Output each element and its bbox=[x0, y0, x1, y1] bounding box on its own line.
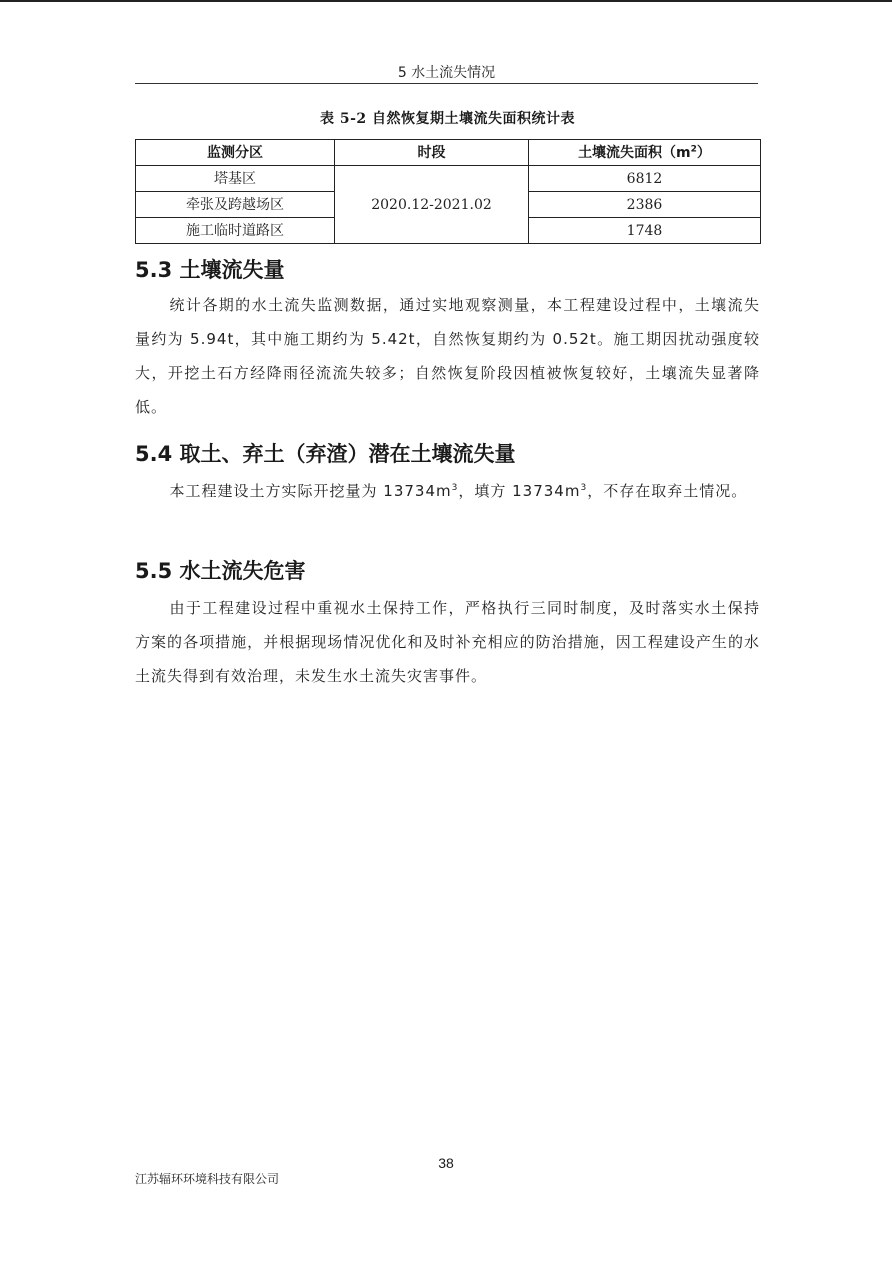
section-heading-5-4: 5.4 取土、弃土（弃渣）潜在土壤流失量 bbox=[135, 442, 516, 466]
area-cell: 1748 bbox=[529, 218, 761, 244]
area-cell: 2386 bbox=[529, 192, 761, 218]
top-border bbox=[0, 0, 892, 2]
table-row bbox=[136, 166, 761, 192]
section-heading-5-3: 5.3 土壤流失量 bbox=[135, 258, 285, 282]
period-cell: 2020.12-2021.02 bbox=[335, 166, 529, 244]
table-header-row bbox=[136, 140, 761, 166]
paragraph-hazard: 由于工程建设过程中重视水土保持工作，严格执行三同时制度，及时落实水土保持方案的各项措施，并根据现场情况优化和及时补充相应的防治措施，因工程建设产生的水土流失得到有效治理，未发生水土流失灾害事件。 bbox=[135, 599, 760, 685]
col-header-zone: 监测分区 bbox=[136, 140, 335, 166]
col-header-area: 土壤流失面积$(m^2)$ bbox=[529, 140, 761, 166]
section-heading-5-5: 5.5 水土流失危害 bbox=[135, 559, 306, 583]
area-cell: 6812 bbox=[529, 166, 761, 192]
zone-cell: 塔基区 bbox=[136, 166, 335, 192]
page-number: 38 bbox=[438, 1155, 454, 1171]
paragraph-soil-loss: 统计各期的水土流失监测数据，通过实地观察测量，本工程建设过程中，土壤流失量约为 5.94t，其中施工期约为 5.42t，自然恢复期约为 0.52t。施工期因扰动强度较大，开挖土石方经降雨径流流失较多；自然恢复阶段因植被恢复较好，土壤流失显著降低。 bbox=[135, 296, 760, 416]
company-name: 江苏辐环环境科技有限公司 bbox=[135, 1172, 280, 1186]
zone-cell: 施工临时道路区 bbox=[136, 218, 335, 244]
header-rule bbox=[135, 83, 758, 84]
table-caption: 表 5-2 自然恢复期土壤流失面积统计表 bbox=[319, 111, 576, 127]
zone-cell: 牵张及跨越场区 bbox=[136, 192, 335, 218]
paragraph-earthwork: 本工程建设土方实际开挖量为 $13734m^3$，填方 $13734m^3$，不存在取弃土情况。 bbox=[169, 482, 748, 500]
running-header: 5 水土流失情况 bbox=[397, 65, 496, 81]
col-header-period: 时段 bbox=[335, 140, 529, 166]
erosion-area-table bbox=[135, 139, 761, 244]
